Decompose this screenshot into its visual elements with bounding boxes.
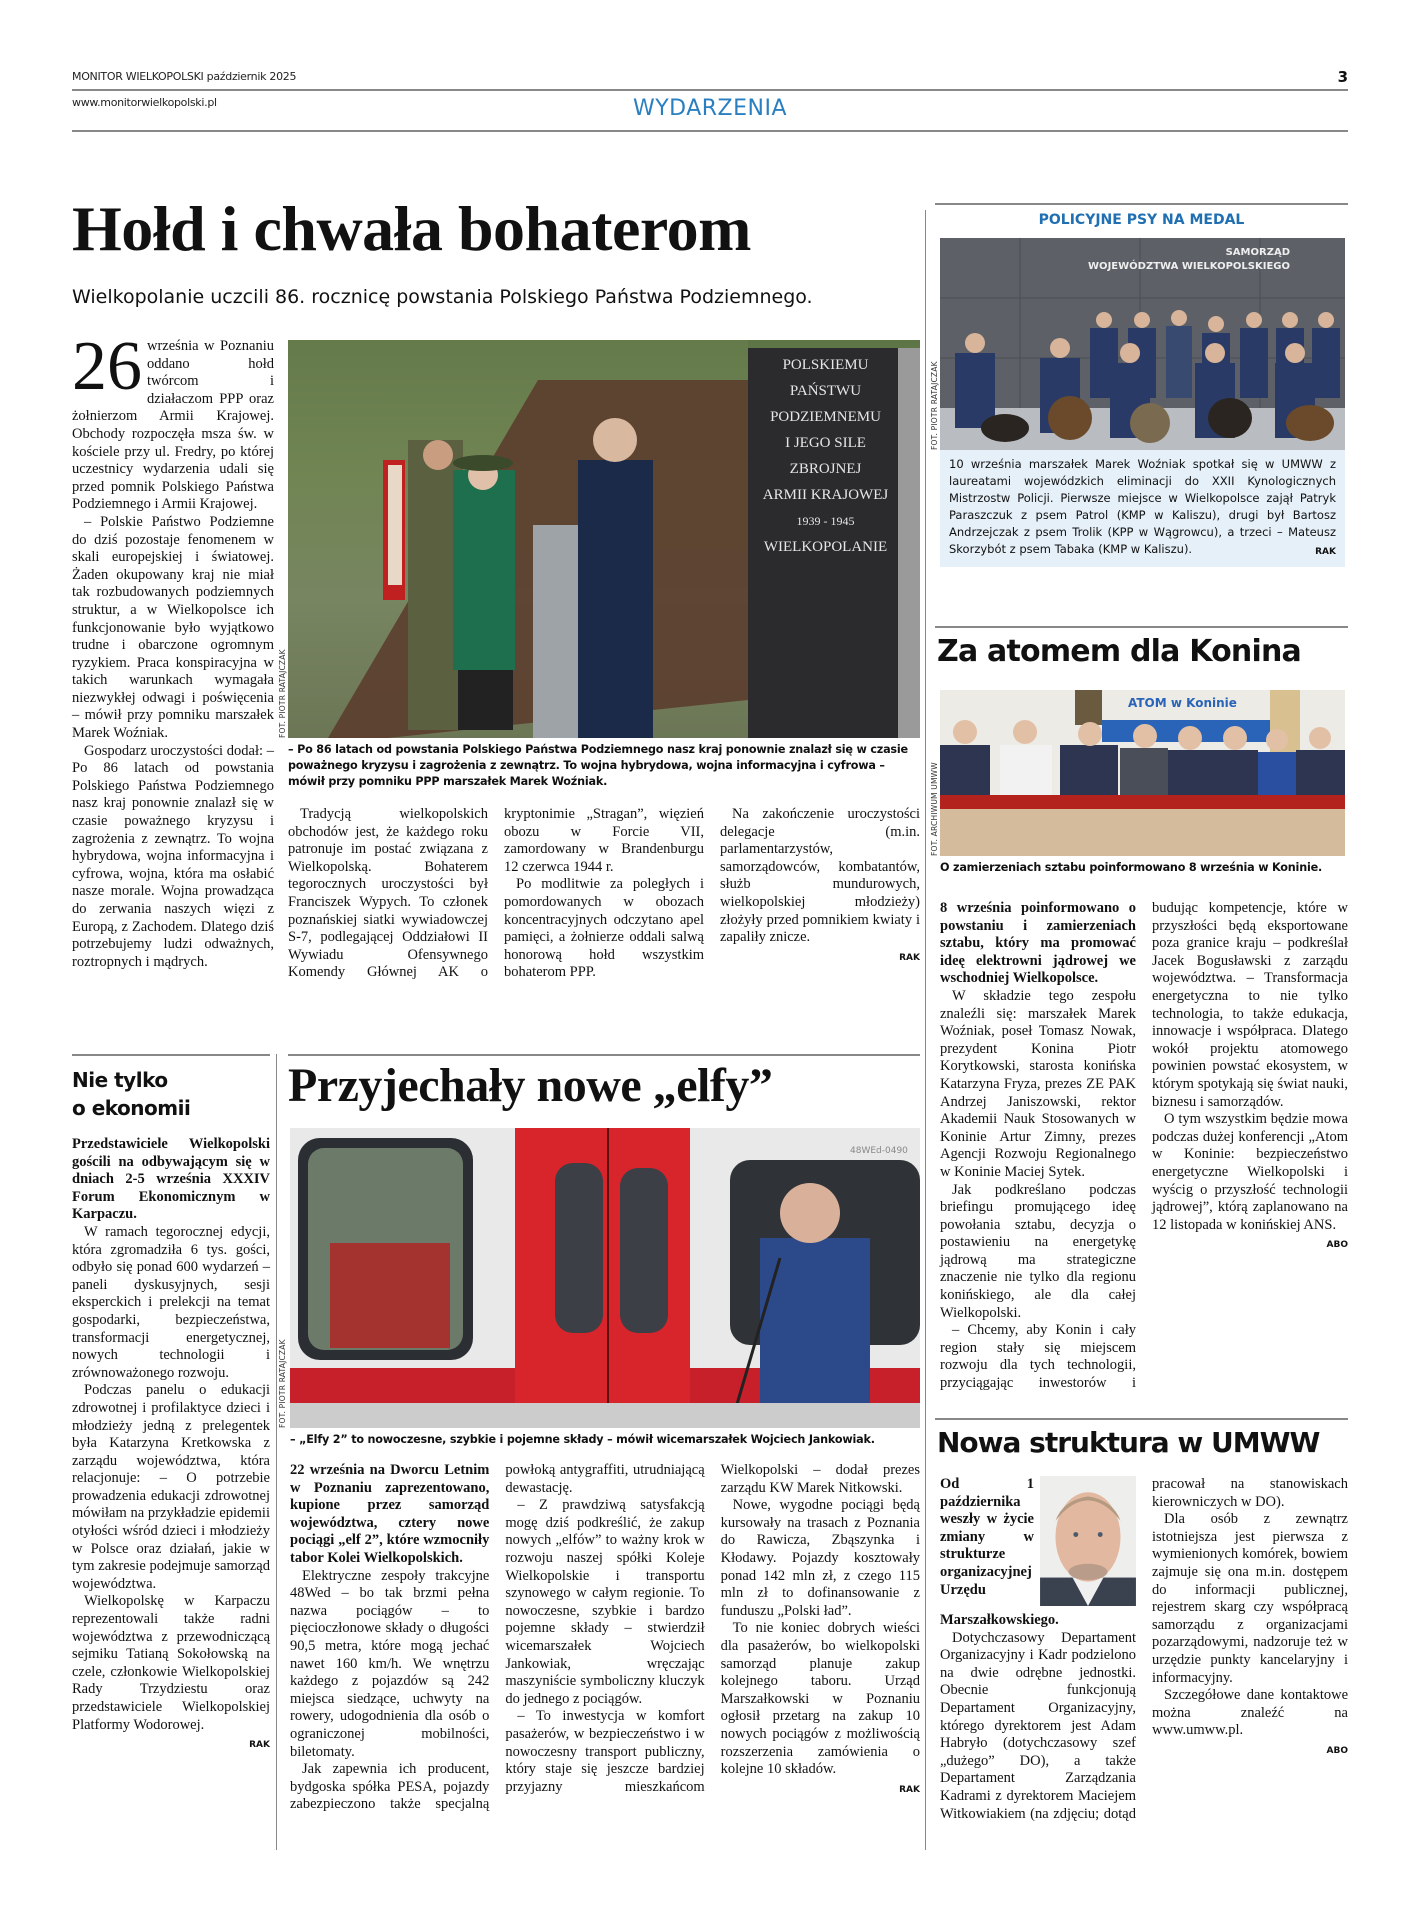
police-dogs-title: POLICYJNE PSY NA MEDAL — [1038, 212, 1245, 228]
structure-signature: ABO — [1326, 1745, 1348, 1756]
structure-rule — [935, 1418, 1348, 1420]
main-photo-credit: FOT. PIOTR RATAJCZAK — [278, 649, 287, 738]
konin-rule — [935, 626, 1348, 628]
dropcap: 26 — [72, 328, 142, 405]
economy-lead: Przedstawiciele Wielkopolski gościli na odbywającym się w dniach 2-5 września XXXIV Forum Ekonomicznym w Karpaczu. — [72, 1136, 270, 1223]
main-article-continuation — [288, 806, 920, 982]
director-portrait — [1040, 1476, 1136, 1606]
konin-article-title: Za atomem dla Konina — [937, 634, 1301, 669]
trains-signature: RAK — [899, 1784, 920, 1795]
section-title: WYDARZENIA — [632, 96, 788, 121]
economy-rule — [72, 1054, 270, 1056]
konin-lead: 8 września poinformowano o powstaniu i zamierzeniach sztabu, który ma promować ideę elektrowni jądrowej we wschodniej Wielkopolsce. — [940, 900, 1136, 987]
economy-article-title: Nie tylko o ekonomii — [72, 1068, 191, 1120]
trains-photo-credit: FOT. PIOTR RATAJCZAK — [278, 1339, 287, 1428]
train-number: 48WEd-0490 — [850, 1146, 908, 1156]
publication-header — [72, 70, 296, 83]
police-dogs-signature: RAK — [1315, 547, 1336, 557]
konin-photo-credit: FOT. ARCHIWUM UMWW — [930, 762, 939, 856]
economy-divider — [276, 1054, 277, 1850]
trains-photo-caption: – „Elfy 2” to nowoczesne, szybkie i pojemne składy – mówił wicemarszałek Wojciech Jankowiak. — [290, 1433, 875, 1446]
main-photo-caption: – Po 86 latach od powstania Polskiego Państwa Podziemnego nasz kraj ponownie znalazł się w czasie poważnego kryzysu i zagrożenia z zewnątrz. To wojna hybrydowa, wojna informacyjna i cyfrowa – mówił przy pomniku PPP marszałek Marek Woźniak. — [288, 743, 908, 788]
main-article-paragraph: Gospodarz uroczystości dodał: – Po 86 latach od powstania Polskiego Państwa Podziemnego nasz kraj ponownie znalazł się w czasie poważnego kryzysu i zagrożenia z zewnątrz. To wojna hybrydowa, wojna informacyjna i cyfrowa, wojna, która ma osłabić nasze morale. Wojna prowadząca do zerwania naszych więzi z Europą, z Zachodem. Dlatego dziś potrzebujemy ludzi odważnych, roztropnych i mądrych. — [72, 742, 274, 970]
box-rule — [935, 203, 1348, 205]
portrait-illustration — [1040, 1476, 1136, 1606]
trains-article-title: Przyjechały nowe „elfy” — [288, 1059, 773, 1112]
press-conference-illustration — [940, 690, 1345, 856]
structure-article-title: Nowa struktura w UMWW — [937, 1426, 1320, 1459]
issue-date: październik 2025 — [206, 70, 297, 83]
header-rule-bottom — [72, 130, 1348, 132]
trains-article-photo — [290, 1128, 920, 1428]
police-photo-credit: FOT. PIOTR RATAJCZAK — [930, 361, 939, 450]
atom-banner: ATOM w Koninie — [1128, 696, 1237, 710]
page-number: 3 — [1337, 68, 1348, 86]
column-divider — [925, 210, 926, 1850]
konin-article-photo — [940, 690, 1345, 856]
main-article-subtitle: Wielkopolanie uczcili 86. rocznicę powstania Polskiego Państwa Podziemnego. — [72, 286, 813, 308]
trains-article-body: 22 września na Dworcu Letnim w Poznaniu zaprezentowano, kupione przez samorząd województwa, cztery nowe pociągi „elf 2”, które wzmocniły tabor Kolei Wielkopolskich. Elektryczne zespoły trakcyjne 48Wed – bo tak brzmi pełna nazwa pociągów – to pięcioczłonowe składy o długości 90,5 metra, które mogą jechać nawet 160 km/h. We wnętrzu każdego z pojazdów są 242 miejsca siedzące, uchwyty na rowery, udogodnienia dla osób o ograniczonej mobilności, biletomaty. Jak zapewnia ich producent, bydgoska spółka PESA, pojazdy zabezpieczono także specjalną powłoką antygraffiti, utrudniającą dewastację. – Z prawdziwą satysfakcją mogę dziś podkreślić, że zakup nowych „elfów” to ważny krok w rozwoju naszej spółki Koleje Wielkopolskie i transportu szynowego w całym regionie. To nowoczesne, szybkie i bardzo pojemne składy – stwierdził wicemarszałek Wojciech Jankowiak, wręczając maszyniście symboliczny kluczyk do jednego z pociągów. – To inwestycja w komfort pasażerów, w bezpieczeństwo i w nowoczesny transport publiczny, który staje się jeszcze bardziej przyjazny mieszkańcom Wielkopolski – dodał prezes zarządu KW Marek Nitkowski. Nowe, wygodne pociągi będą kursowały na trasach z Poznania do Rawicza, Zbąszynka i Kłodawy. Pojazdy kosztowały ponad 142 mln zł, z czego 115 mln zł to dofinansowanie z funduszu „Polski ład”. To nie koniec dobrych wieści dla pasażerów, bo wielkopolski samorząd planuje zakup kolejnego taboru. Urząd Marszałkowski w Poznaniu ogłosił przetarg na zakup 10 nowych pociągów z możliwością rozszerzenia zamówienia o kolejne 10 składów. RAK — [290, 1462, 920, 1813]
konin-article-body: 8 września poinformowano o powstaniu i zamierzeniach sztabu, który ma promować ideę elektrowni jądrowej we wschodniej Wielkopolsce. W składzie tego zespołu znaleźli się: marszałek Marek Woźniak, poseł Tomasz Nowak, prezydent Konina Piotr Korytkowski, starosta konińska Katarzyna Fryza, prezes ZE PAK Andrzej Janiszowski, rektor Akademii Nauk Stosowanych w Koninie Artur Zimny, prezes Agencji Rozwoju Regionalnego w Koninie Maciej Sytek. Jak podkreślano podczas briefingu promującego ideę powołania sztabu, decyzja o postawieniu na energetykę jądrową ma strategiczne znaczenie nie tylko dla regionu konińskiego, ale dla całej Wielkopolski. – Chcemy, aby Konin i cały region stały się miejscem rozwoju dla tych technologii, przyciągając inwestorów i budując kompetencje, które w przyszłości będą eksportowane poza granice kraju – podkreślał Jacek Bogusławski z zarządu województwa. – Transformacja energetyczna to nie tylko technologia, to także edukacja, innowacje i współpraca. Dlatego wokół projektu atomowego powinien powstać ekosystem, w którym spotykają się świat nauki, biznesu i samorządów. O tym wszystkim będzie mowa podczas dużej konferencji „Atom w Koninie: bezpieczeństwo energetyczne Wielkopolski i wyścig o przyszłość technologii jądrowej”, którą zaplanowano na 12 listopada w konińskiej ANS. ABO — [940, 900, 1348, 1392]
publication-name: MONITOR WIELKOPOLSKI — [72, 70, 204, 83]
header-rule-top — [72, 89, 1348, 91]
main-article-photo — [288, 340, 920, 738]
main-article-signature: RAK — [899, 952, 920, 963]
konin-signature: ABO — [1326, 1240, 1348, 1251]
train-illustration — [290, 1128, 920, 1428]
konin-photo-caption: O zamierzeniach sztabu poinformowano 8 września w Koninie. — [940, 861, 1323, 874]
police-dogs-photo — [940, 238, 1345, 450]
main-article-paragraph: Po modlitwie za poległych i pomordowanych w obozach koncentracyjnych odczytano apel pamięci, a żołnierze oddali salwą honorową hołd wszystkim bohaterom PPP. — [504, 876, 704, 981]
monument-inscription: POLSKIEMU PAŃSTWU PODZIEMNEMU I JEGO SILE ZBROJNEJ ARMII KRAJOWEJ 1939 - 1945 WIELKOPOLANIE — [762, 357, 889, 555]
publication-url[interactable]: www.monitorwielkopolski.pl — [72, 96, 217, 109]
trains-rule — [288, 1054, 920, 1056]
main-article-paragraph: Tradycją wielkopolskich obchodów jest, że każdego roku patronuje im postać związana z Wielkopolską. Bohaterem tegorocznych uroczystości był Franciszek Wypych. To członek poznańskiej siatki wywiadowczej S-7, podlegającej Oddziałowi II Wywiadu Ofensywnego Komendy Głównej AK o kryptonimie „Stragan”, więzień obozu w Forcie VII, zamordowany w Brandenburgu 12 czerwca 1944 r. — [288, 806, 704, 981]
economy-article-body: Przedstawiciele Wielkopolski gościli na odbywającym się w dniach 2-5 września XXXIV Forum Ekonomicznym w Karpaczu. W ramach tegorocznej edycji, która zgromadziła 6 tys. gości, odbyło się ponad 600 wydarzeń – paneli dyskusyjnych, sesji eksperckich i prelekcji na temat gospodarki, bezpieczeństwa, transformacji energetycznej, nowych technologii i zrównoważonego rozwoju. Podczas panelu o edukacji zdrowotnej i profilaktyce dzieci i młodzieży jedną z prelegentek była Katarzyna Kretkowska z zarządu województwa, która relacjonuje: – O potrzebie prowadzenia edukacji zdrowotnej mówiłam na przykładzie epidemii otyłości wśród dzieci i młodzieży w Polsce oraz działań, jakie w tym zakresie podejmuje samorząd województwa. Wielkopolskę w Karpaczu reprezentowali także radni województwa z przewodniczącą sejmiku Tatianą Sokołowską na czele, członkowie Wielkopolskiej Rady Trzydziestu oraz przedstawiciele Wielkopolskiej Platformy Wodorowej. RAK — [72, 1136, 270, 1755]
main-article-title: Hołd i chwała bohaterom — [72, 193, 751, 264]
main-article-paragraph: – Polskie Państwo Podziemne do dziś pozostaje fenomenem w skali europejskiej i światowej. Żaden okupowany kraj nie miał tak rozbudowanych podziemnych struktur, a w Wielkopolsce ich funkcjonowanie było wyjątkowo trudne i obarczone ogromnym ryzykiem. Praca konspiracyjna w takich warunkach wymagała niezwykłej odwagi i poświęcenia – mówił przy pomniku marszałek Marek Woźniak. — [72, 513, 274, 742]
main-article-col1: 26 września w Poznaniu oddano hołd twórcom i działaczom PPP oraz żołnierzom Armii Krajowej. Obchody rozpoczęła msza św. w kościele przy ul. Fredry, po której uczestnicy wydarzenia udali się przed pomnik Polskiego Państwa Podziemnego i Armii Krajowej. – Polskie Państwo Podziemne do dziś pozostaje fenomenem w skali europejskiej i światowej. Żaden okupowany kraj nie miał tak rozbudowanych podziemnych struktur, a w Wielkopolsce ich funkcjonowanie było wyjątkowo trudne i obarczone ogromnym ryzykiem. Praca konspiracyjna w takich warunkach wymagała niezwykłej odwagi i poświęcenia – mówił przy pomniku marszałek Marek Woźniak. Gospodarz uroczystości dodał: – Po 86 latach od powstania Polskiego Państwa Podziemnego nasz kraj ponownie znalazł się w czasie poważnego kryzysu i zagrożenia z zewnątrz. To wojna hybrydowa, wojna informacyjna i cyfrowa, wojna, która ma osłabić nasze morale. Wojna prowadząca do zerwania naszych więzi z Europą, z Zachodem. Dlatego dziś potrzebujemy ludzi odważnych, roztropnych i mądrych. — [72, 328, 274, 970]
structure-article-body: Od 1 października weszły w życie zmiany w strukturze organizacyjnej Urzędu Marszałkowskiego. Dotychczasowy Departament Organizacyjny i Kadr podzielono na dwie odrębne jednostki. Obecnie funkcjonują Departament Organizacyjny, którego dyrektorem jest Adam Habryło (dotychczasowy szef „dużego” DO), a także Departament Zarządzania Kadrami z dyrektorem Maciejem Witkowiakiem (na zdjęciu; dotąd pracował na stanowiskach kierowniczych w DO). Dla osób z zewnątrz istotniejsza jest pierwsza z wymienionych komórek, bowiem zajmuje się ona m.in. dostępem do informacji publicznej, rejestrem skarg czy współpracą samorządu z organizacjami pozarządowymi, nadzoruje też w urzędzie punkty kancelaryjny i informacyjny. Szczegółowe dane kontaktowe można znaleźć na www.umww.pl. ABO — [940, 1476, 1348, 1822]
structure-lead: Od 1 października weszły w życie zmiany w strukturze organizacyjnej Urzędu Marszałkowskiego. — [940, 1476, 1059, 1628]
economy-signature: RAK — [249, 1740, 270, 1751]
main-article-paragraph: Na zakończenie uroczystości delegacje (m.in. parlamentarzystów, samorządowców, kombatantów, służb mundurowych, wielkopolskiej młodzieży) złożyły przed pomnikiem kwiaty i zapaliły znicze. — [720, 806, 920, 946]
police-dogs-text-box: 10 września marszałek Marek Woźniak spotkał się w UMWW z laureatami wojewódzkich eliminacji do XXII Kynologicznych Mistrzostw Policji. Pierwsze miejsce w Wielkopolsce zajął Patryk Paraszczuk z psem Patrol (KMP w Kaliszu), drugi był Bartosz Andrzejczak z psem Trolik (KPP w Wągrowcu), a trzeci – Mateusz Skorzybót z psem Tabaka (KMP w Kaliszu). RAK — [940, 450, 1345, 567]
building-sign: SAMORZĄD WOJEWÓDZTWA WIELKOPOLSKIEGO — [1088, 247, 1290, 272]
trains-lead: 22 września na Dworcu Letnim w Poznaniu zaprezentowano, kupione przez samorząd województwa, cztery nowe pociągi „elf 2”, które wzmocniły tabor Kolei Wielkopolskich. — [290, 1462, 490, 1566]
